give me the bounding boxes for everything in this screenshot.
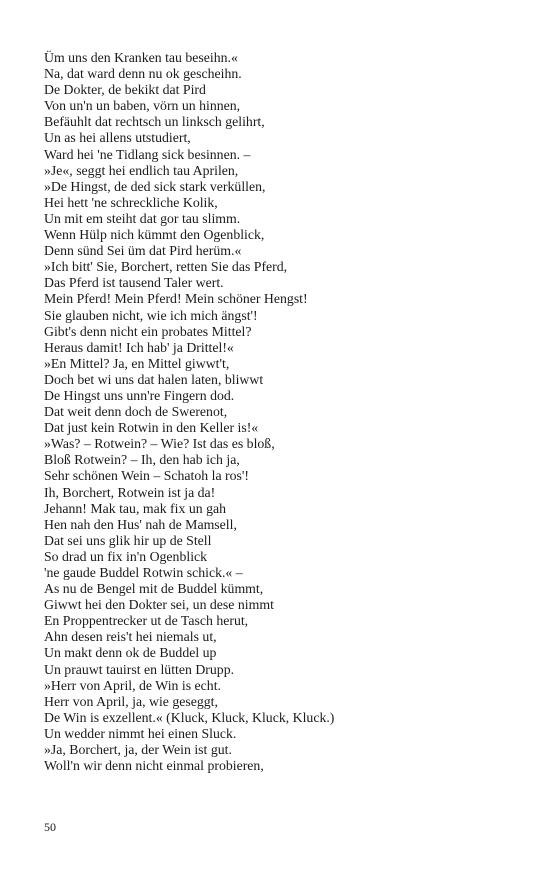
verse-line: Dat weit denn doch de Swerenot, <box>44 404 228 420</box>
verse-line: De Dokter, de bekikt dat Pird <box>44 82 206 98</box>
verse-line: Doch bet wi uns dat halen laten, bliwwt <box>44 371 264 387</box>
verse-line: Gibt's denn nicht ein probates Mittel? <box>44 323 252 339</box>
verse-line: Denn sünd Sei üm dat Pird herüm.« <box>44 243 242 259</box>
verse-line: Un makt denn ok de Buddel up <box>44 645 217 661</box>
verse-line: Sie glauben nicht, wie ich mich ängst'! <box>44 307 258 323</box>
verse-line: Woll'n wir denn nicht einmal probieren, <box>44 758 264 774</box>
verse-line: Bloß Rotwein? – Ih, den hab ich ja, <box>44 452 240 468</box>
verse-line: De Win is exzellent.« (Kluck, Kluck, Kluck, Kluck.) <box>44 709 335 725</box>
verse-line: Hei hett 'ne schreckliche Kolik, <box>44 194 218 210</box>
verse-line: Giwwt hei den Dokter sei, un dese nimmt <box>44 597 274 613</box>
verse-line: Un wedder nimmt hei einen Sluck. <box>44 725 237 741</box>
verse-line: »Je«, seggt hei endlich tau Aprilen, <box>44 162 239 178</box>
verse-line: Sehr schönen Wein – Schatoh la ros'! <box>44 468 249 484</box>
verse-line: Wenn Hülp nich kümmt den Ogenblick, <box>44 227 265 243</box>
verse-line: So drad un fix in'n Ogenblick <box>44 548 208 564</box>
verse-line: Befäuhlt dat rechtsch un linksch gelihrt, <box>44 114 265 130</box>
verse-line: »Ich bitt' Sie, Borchert, retten Sie das Pferd, <box>44 259 288 275</box>
verse-line: Herr von April, ja, wie geseggt, <box>44 693 218 709</box>
verse-line: Ahn desen reis't hei niemals ut, <box>44 629 217 645</box>
verse-line: Un prauwt tauirst en lütten Drupp. <box>44 661 235 677</box>
verse-line: Ward hei 'ne Tidlang sick besinnen. – <box>44 146 251 162</box>
page-number: 50 <box>44 820 56 834</box>
verse-line: Das Pferd ist tausend Taler wert. <box>44 275 224 291</box>
verse-line: En Proppentrecker ut de Tasch herut, <box>44 613 249 629</box>
verse-line: »Ja, Borchert, ja, der Wein ist gut. <box>44 742 232 758</box>
verse-line: Mein Pferd! Mein Pferd! Mein schöner Hengst! <box>44 291 308 307</box>
verse-line: Un mit em steiht dat gor tau slimm. <box>44 210 241 226</box>
verse-line: »En Mittel? Ja, en Mittel giwwt't, <box>44 355 230 371</box>
poem-text <box>44 50 524 774</box>
verse-line: Von un'n un baben, vörn un hinnen, <box>44 98 241 114</box>
verse-line: Dat just kein Rotwin in den Keller is!« <box>44 420 259 436</box>
verse-line: »Was? – Rotwein? – Wie? Ist das es bloß, <box>44 436 275 452</box>
verse-line: »De Hingst, de ded sick stark verküllen, <box>44 178 266 194</box>
verse-line: Heraus damit! Ich hab' ja Drittel!« <box>44 339 234 355</box>
verse-line: As nu de Bengel mit de Buddel kümmt, <box>44 581 264 597</box>
verse-line: »Herr von April, de Win is echt. <box>44 677 221 693</box>
verse-line: Hen nah den Hus' nah de Mamsell, <box>44 516 237 532</box>
verse-line: Jehann! Mak tau, mak fix un gah <box>44 500 226 516</box>
verse-line: Dat sei uns glik hir up de Stell <box>44 532 212 548</box>
verse-line: Üm uns den Kranken tau beseihn.« <box>44 50 238 65</box>
verse-line: De Hingst uns unn're Fingern dod. <box>44 387 235 403</box>
verse-line: 'ne gaude Buddel Rotwin schick.« – <box>44 565 243 580</box>
verse-line: Na, dat ward denn nu ok gescheihn. <box>44 66 242 82</box>
verse-line: Un as hei allens utstudiert, <box>44 130 191 146</box>
verse-line: Ih, Borchert, Rotwein ist ja da! <box>44 484 216 500</box>
